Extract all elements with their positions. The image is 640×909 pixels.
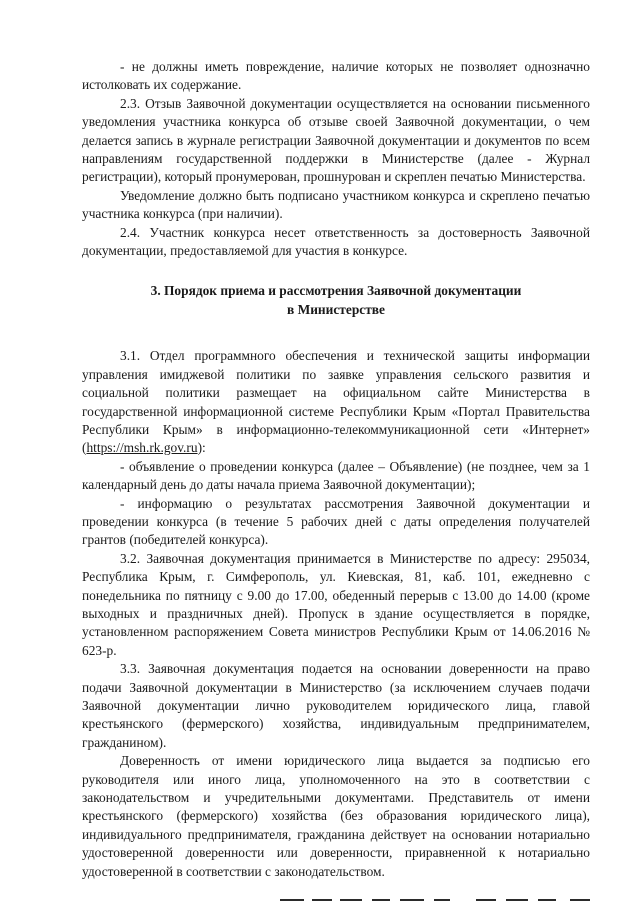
paragraph-2-4: 2.4. Участник конкурса несет ответственность за достоверность Заявочной документации, предоставляемой для участия в конкурсе. bbox=[82, 224, 590, 259]
paragraph-power-of-attorney: Доверенность от имени юридического лица выдается за подписью его руководителя или иного лица, уполномоченного на это в соответствии с законодательством и учредительными документами. Представитель от имени крестьянского (фермерского) хозяйства (без образования юридического лица), индивидуального предпринимателя, гражданина действует на основании нотариально удостоверенной доверенности или доверенности, приравненной к нотариально удостоверенной в соответствии с законодательством. bbox=[82, 753, 590, 879]
paragraph-3-1-end: ): bbox=[197, 440, 206, 456]
paragraph-3-1 bbox=[82, 347, 590, 457]
paragraph-damage-clause: - не должны иметь повреждение, наличие которых не позволяет однозначно истолковать их содержание. bbox=[82, 59, 590, 93]
paragraph-3-1-text: 3.1. Отдел программного обеспечения и технической защиты информации управления имиджевой политики по заявке управления сельского развития и социальной политики размещает на официальном сайте Министерства в государственной информационной системе Республики Крым «Портал Правительства Республики Крым» в информационно-телекоммуникационной сети «Интернет» ( bbox=[82, 348, 590, 456]
paragraph-results-item: - информацию о результатах рассмотрения Заявочной документации и проведении конкурса (в течение 5 рабочих дней с даты определения получателей грантов (победителей конкурса). bbox=[82, 495, 590, 548]
paragraph-2-3: 2.3. Отзыв Заявочной документации осуществляется на основании письменного уведомления участника конкурса об отзыве своей Заявочной документации, о чем делается запись в журнале регистрации Заявочной документации и документов по всем направлениям государственной поддержки в Министерстве (далее - Журнал регистрации), который пронумерован, прошнурован и скреплен печатью Министерства. bbox=[82, 95, 590, 185]
section-heading-line2: в Министерстве bbox=[287, 301, 385, 317]
scan-edge-marks bbox=[280, 899, 600, 903]
website-link[interactable]: https://msh.rk.gov.ru bbox=[86, 440, 198, 456]
paragraph-notification: Уведомление должно быть подписано участником конкурса и скреплено печатью участника конкурса (при наличии). bbox=[82, 187, 590, 222]
paragraph-announcement-item: - объявление о проведении конкурса (далее – Объявление) (не позднее, чем за 1 календарный день до даты начала приема Заявочной документации); bbox=[82, 458, 590, 493]
section-heading bbox=[82, 282, 590, 319]
paragraph-3-3: 3.3. Заявочная документация подается на основании доверенности на право подачи Заявочной документации в Министерство (за исключением случаев подачи Заявочной документации лично руководителем юридического лица, главой крестьянского (фермерского) хозяйства, индивидуальным предпринимателем, гражданином). bbox=[82, 661, 590, 750]
document-page bbox=[82, 58, 590, 881]
section-heading-line1: 3. Порядок приема и рассмотрения Заявочной документации bbox=[150, 283, 522, 299]
paragraph-3-2: 3.2. Заявочная документация принимается в Министерстве по адресу: 295034, Республика Крым, г. Симферополь, ул. Киевская, 81, каб. 101, ежедневно с понедельника по пятницу с 9.00 до 17.00, обеденный перерыв с 13.00 до 14.00 (кроме выходных и праздничных дней). Пропуск в здание осуществляется в порядке, установленном распоряжением Совета министров Республики Крым от 14.06.2016 № 623-р. bbox=[82, 550, 590, 658]
